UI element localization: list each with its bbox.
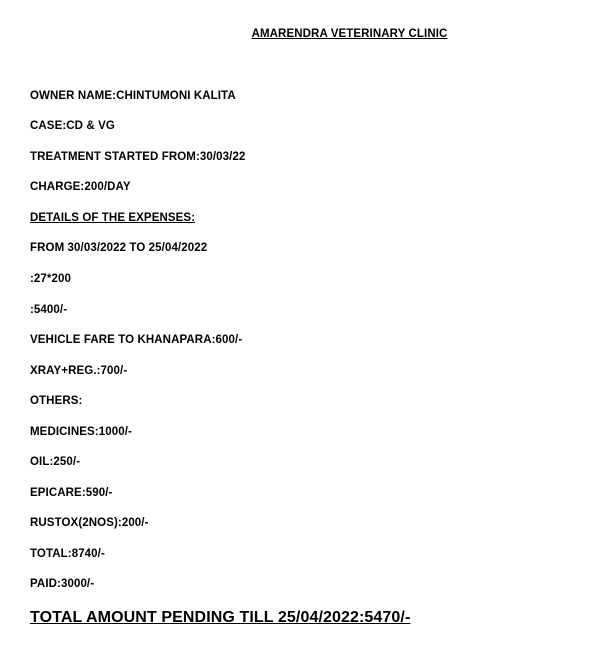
charge-line: CHARGE:200/DAY [30, 181, 131, 193]
medicines-line: MEDICINES:1000/- [30, 426, 132, 438]
pending-total-line: TOTAL AMOUNT PENDING TILL 25/04/2022:5470/- [30, 609, 411, 626]
date-range-line: FROM 30/03/2022 TO 25/04/2022 [30, 242, 208, 254]
others-line: OTHERS: [30, 395, 83, 407]
xray-reg-line: XRAY+REG.:700/- [30, 365, 128, 377]
treatment-start-line: TREATMENT STARTED FROM:30/03/22 [30, 151, 246, 163]
paid-line: PAID:3000/- [30, 578, 95, 590]
owner-name-line: OWNER NAME:CHINTUMONI KALITA [30, 90, 236, 102]
case-line: CASE:CD & VG [30, 120, 115, 132]
clinic-title: AMARENDRA VETERINARY CLINIC [251, 28, 448, 40]
vehicle-fare-line: VEHICLE FARE TO KHANAPARA:600/- [30, 334, 243, 346]
charge-total-line: :5400/- [30, 304, 68, 316]
days-calc-line: :27*200 [30, 273, 71, 285]
expenses-heading: DETAILS OF THE EXPENSES: [30, 212, 196, 224]
rustox-line: RUSTOX(2NOS):200/- [30, 517, 149, 529]
total-line: TOTAL:8740/- [30, 548, 105, 560]
epicare-line: EPICARE:590/- [30, 487, 113, 499]
oil-line: OIL:250/- [30, 456, 81, 468]
